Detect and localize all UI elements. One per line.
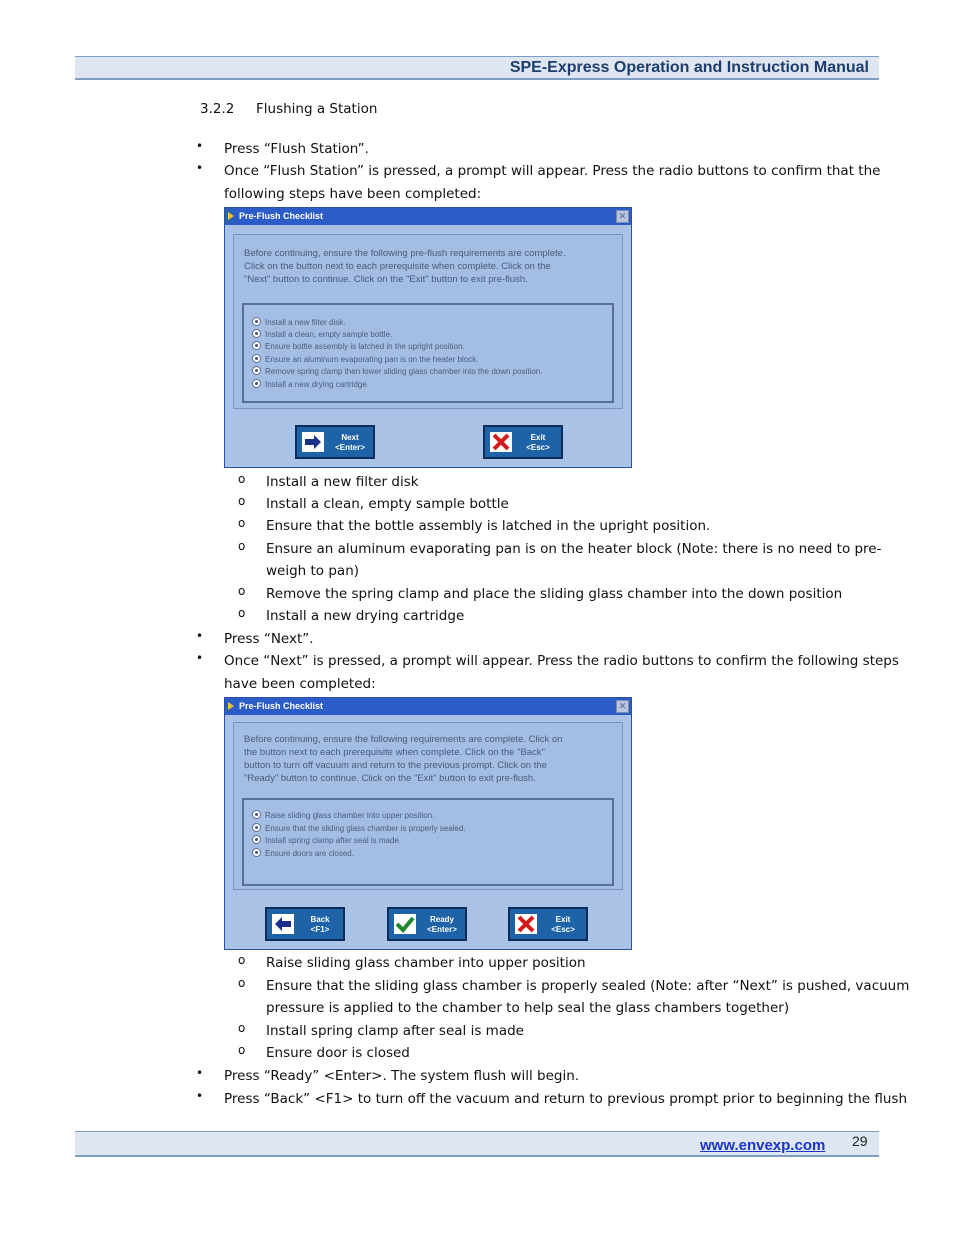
sub-bullet-text: Install a new drying cartridge — [266, 608, 465, 624]
page-header — [75, 56, 879, 80]
sub-bullet-marker: o — [238, 1043, 246, 1057]
section-title: Flushing a Station — [256, 101, 378, 117]
sub-bullet-text: Raise sliding glass chamber into upper position — [266, 955, 586, 971]
radio-button[interactable] — [252, 366, 261, 375]
sub-bullet-text: Ensure that the bottle assembly is latched in the upright position. — [266, 518, 711, 534]
close-icon[interactable]: ✕ — [616, 210, 629, 223]
arrow-right-icon — [302, 432, 324, 452]
checklist-box — [242, 798, 614, 886]
exit-button[interactable]: Exit <Esc> — [483, 425, 563, 459]
radio-button[interactable] — [252, 379, 261, 388]
sub-bullet-marker: o — [238, 472, 246, 486]
bullet-text: Press “Flush Station”. — [224, 141, 369, 157]
sub-bullet-text-continued: weigh to pan) — [266, 563, 360, 579]
sub-bullet-text: Ensure door is closed — [266, 1045, 410, 1061]
bullet-text: Press “Ready” <Enter>. The system flush will begin. — [224, 1068, 580, 1084]
arrow-left-icon — [272, 914, 294, 934]
sub-bullet-text: Install a new filter disk — [266, 474, 419, 490]
sub-bullet-text: Ensure an aluminum evaporating pan is on the heater block (Note: there is no need to pre- — [266, 541, 882, 557]
pre-flush-checklist-dialog-2 — [224, 697, 632, 950]
checklist-item[interactable]: Install a clean, empty sample bottle. — [252, 329, 392, 341]
bullet-marker: • — [196, 1066, 204, 1080]
dialog-intro-line: the button next to each prerequisite when complete. Click on the "Back" — [244, 747, 545, 758]
page-number: 29 — [852, 1133, 868, 1149]
dialog-title: Pre-Flush Checklist — [239, 211, 324, 221]
bullet-marker: • — [196, 629, 204, 643]
radio-button[interactable] — [252, 354, 261, 363]
bullet-text: Once “Flush Station” is pressed, a prompt will appear. Press the radio buttons to confirm that the — [224, 163, 881, 179]
checklist-item[interactable]: Ensure bottle assembly is latched in the upright position. — [252, 341, 465, 353]
radio-button[interactable] — [252, 329, 261, 338]
checklist-item[interactable]: Ensure doors are closed. — [252, 848, 354, 860]
dialog-titlebar — [225, 698, 631, 715]
x-icon — [515, 914, 537, 934]
checklist-item[interactable]: Raise sliding glass chamber into upper position. — [252, 810, 434, 822]
page-footer — [75, 1131, 879, 1157]
radio-button[interactable] — [252, 835, 261, 844]
close-icon[interactable]: ✕ — [616, 700, 629, 713]
ready-button[interactable]: Ready <Enter> — [387, 907, 467, 941]
dialog-intro-line: Before continuing, ensure the following pre-flush requirements are complete. — [244, 248, 566, 259]
bullet-text-continued: have been completed: — [224, 676, 376, 692]
manual-title: SPE-Express Operation and Instruction Manual — [509, 59, 869, 76]
radio-button[interactable] — [252, 848, 261, 857]
bullet-text: Press “Next”. — [224, 631, 314, 647]
app-icon — [228, 212, 234, 220]
checkmark-icon — [394, 914, 416, 934]
sub-bullet-marker: o — [238, 953, 246, 967]
checklist-item[interactable]: Install a new drying cartridge. — [252, 379, 369, 391]
dialog-intro-line: button to turn off vacuum and return to the previous prompt. Click on the — [244, 760, 547, 771]
website-link[interactable]: www.envexp.com — [700, 1137, 826, 1154]
sub-bullet-text-continued: pressure is applied to the chamber to help seal the glass chambers together) — [266, 1000, 790, 1016]
bullet-text-continued: following steps have been completed: — [224, 186, 482, 202]
radio-button[interactable] — [252, 810, 261, 819]
next-button[interactable]: Next <Enter> — [295, 425, 375, 459]
section-heading — [200, 101, 377, 117]
dialog-intro-line: Click on the button next to each prerequisite when complete. Click on the — [244, 261, 551, 272]
checklist-item[interactable]: Ensure that the sliding glass chamber is properly sealed. — [252, 823, 466, 835]
dialog-intro-line: "Ready" button to continue. Click on the "Exit" button to exit pre-flush. — [244, 773, 536, 784]
dialog-intro-line: "Next" button to continue. Click on the "Exit" button to exit pre-flush. — [244, 274, 528, 285]
radio-button[interactable] — [252, 341, 261, 350]
sub-bullet-marker: o — [238, 494, 246, 508]
sub-bullet-marker: o — [238, 584, 246, 598]
exit-button[interactable]: Exit <Esc> — [508, 907, 588, 941]
back-button[interactable]: Back <F1> — [265, 907, 345, 941]
app-icon — [228, 702, 234, 710]
radio-button[interactable] — [252, 823, 261, 832]
bullet-marker: • — [196, 161, 204, 175]
pre-flush-checklist-dialog-1 — [224, 207, 632, 468]
dialog-intro-line: Before continuing, ensure the following requirements are complete. Click on — [244, 734, 563, 745]
dialog-titlebar — [225, 208, 631, 225]
dialog-panel — [233, 722, 623, 890]
sub-bullet-marker: o — [238, 539, 246, 553]
checklist-item[interactable]: Install spring clamp after seal is made. — [252, 835, 401, 847]
bullet-text: Once “Next” is pressed, a prompt will appear. Press the radio buttons to confirm the following steps — [224, 653, 899, 669]
sub-bullet-marker: o — [238, 976, 246, 990]
checklist-item[interactable]: Remove spring clamp then lower sliding glass chamber into the down position. — [252, 366, 542, 378]
checklist-item[interactable]: Install a new filter disk. — [252, 317, 345, 329]
sub-bullet-marker: o — [238, 606, 246, 620]
x-icon — [490, 432, 512, 452]
sub-bullet-text: Ensure that the sliding glass chamber is properly sealed (Note: after “Next” is pushed, vacuum — [266, 978, 910, 994]
sub-bullet-text: Install a clean, empty sample bottle — [266, 496, 509, 512]
bullet-marker: • — [196, 651, 204, 665]
sub-bullet-marker: o — [238, 516, 246, 530]
checklist-box — [242, 303, 614, 403]
sub-bullet-marker: o — [238, 1021, 246, 1035]
sub-bullet-text: Remove the spring clamp and place the sliding glass chamber into the down position — [266, 586, 843, 602]
checklist-item[interactable]: Ensure an aluminum evaporating pan is on the heater block. — [252, 354, 478, 366]
bullet-marker: • — [196, 139, 204, 153]
dialog-title: Pre-Flush Checklist — [239, 701, 324, 711]
sub-bullet-text: Install spring clamp after seal is made — [266, 1023, 524, 1039]
dialog-panel — [233, 234, 623, 409]
bullet-text: Press “Back” <F1> to turn off the vacuum and return to previous prompt prior to beginning the flush — [224, 1091, 908, 1107]
radio-button[interactable] — [252, 317, 261, 326]
section-number: 3.2.2 — [200, 101, 235, 117]
bullet-marker: • — [196, 1089, 204, 1103]
